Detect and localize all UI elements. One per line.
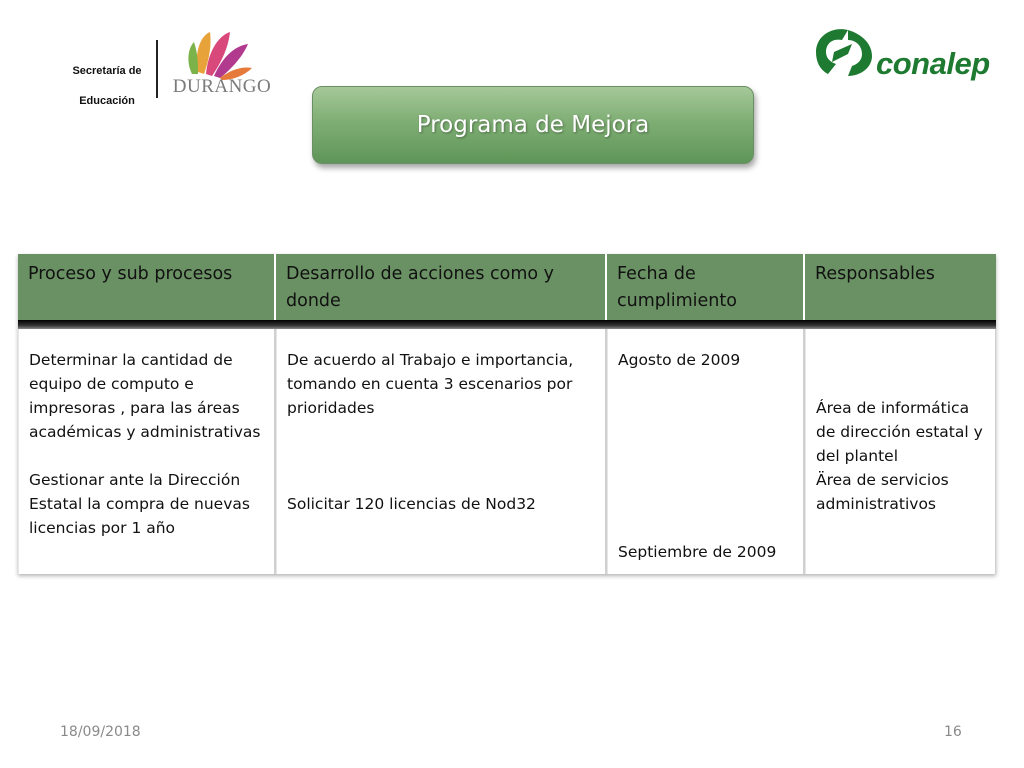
process-item-2: Gestionar ante la Dirección Estatal la compra de nuevas licencias por 1 año bbox=[29, 471, 250, 537]
header-divider bbox=[156, 40, 158, 98]
process-item-1: Determinar la cantidad de equipo de computo e impresoras , para las áreas académicas y administrativas bbox=[29, 351, 261, 441]
conalep-logo-text: conalep bbox=[876, 46, 990, 81]
responsible-item-1: Área de informática de dirección estatal y del plantel bbox=[816, 399, 983, 465]
cell-responsible bbox=[805, 329, 996, 574]
header-actions: Desarrollo de acciones como y donde bbox=[276, 254, 607, 320]
secretaria-line-2: Educación bbox=[79, 95, 135, 107]
secretaria-line-1: Secretaría de bbox=[72, 65, 142, 77]
table-header-row bbox=[18, 254, 996, 320]
secretaria-label bbox=[52, 56, 162, 116]
footer-date: 18/09/2018 bbox=[60, 724, 141, 740]
page-number: 16 bbox=[944, 724, 962, 740]
title-banner bbox=[312, 86, 754, 164]
date-item-2: Septiembre de 2009 bbox=[618, 543, 777, 561]
actions-item-2: Solicitar 120 licencias de Nod32 bbox=[287, 495, 536, 513]
durango-logo-text: DURANGO bbox=[172, 76, 272, 97]
page-title: Programa de Mejora bbox=[416, 112, 650, 138]
cell-date bbox=[607, 329, 805, 574]
responsible-item-2: Ärea de servicios administrativos bbox=[816, 471, 949, 513]
table-row bbox=[18, 329, 996, 574]
cell-process bbox=[18, 329, 276, 574]
header-separator bbox=[18, 320, 996, 329]
header-date: Fecha de cumplimiento bbox=[607, 254, 805, 320]
header-responsible: Responsables bbox=[805, 254, 996, 320]
cell-actions bbox=[276, 329, 607, 574]
improvement-table bbox=[18, 254, 996, 574]
actions-item-1: De acuerdo al Trabajo e importancia, tomando en cuenta 3 escenarios por prioridades bbox=[287, 351, 574, 417]
date-item-1: Agosto de 2009 bbox=[618, 351, 741, 369]
conalep-logo-icon bbox=[808, 22, 880, 80]
header-process: Proceso y sub procesos bbox=[18, 254, 276, 320]
